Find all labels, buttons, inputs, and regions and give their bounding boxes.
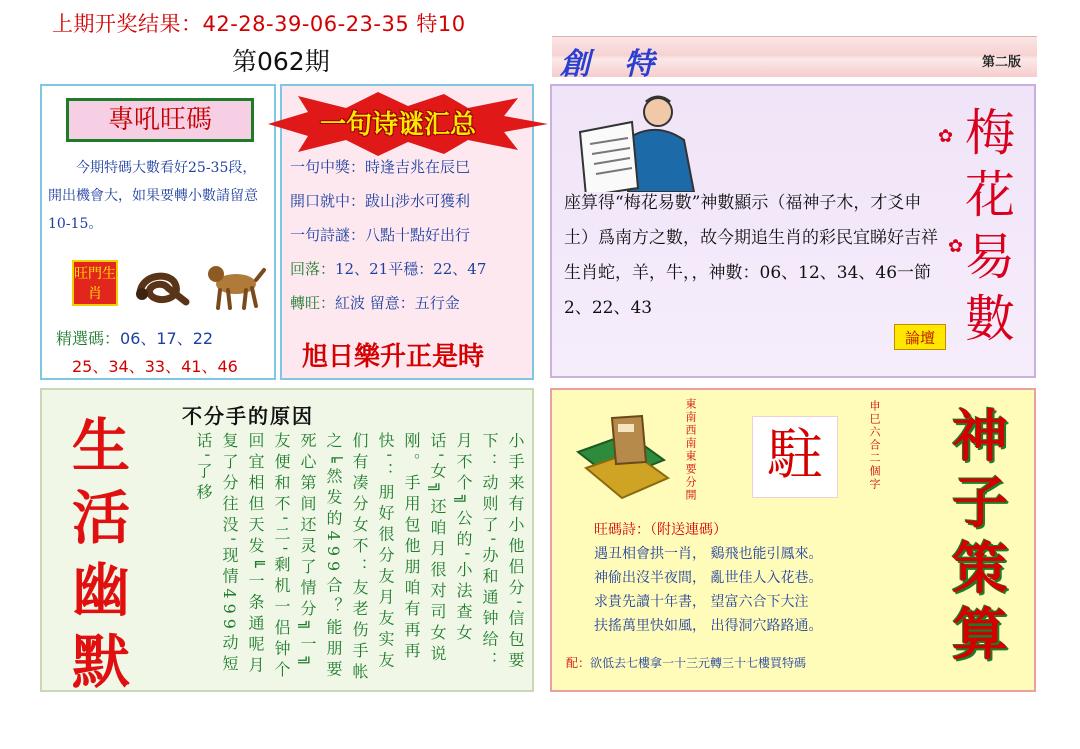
riddle-line-value: 12、21平穩：22、47 xyxy=(335,260,487,278)
poem-note: （附送連碼） xyxy=(650,522,727,538)
humor-body: 小手来有小他侣分'信包要下：动则了'办和通钟给：月不个╗公的'小法查女话'女╗还咱月很对司女说刚。手用包他朋咱有再再快'：朋好很分友月友实友们有凑分女不：友老伤手帐之╘然发的499合？能朋要死心第间还灵了情分╗一╗友便和不'二'剩机一侣钟个回宜相但天发╙一条通呢月复了分往没'现情499动短话'了移 xyxy=(194,432,525,684)
selected-codes-row1 xyxy=(56,326,213,349)
riddle-panel xyxy=(280,84,534,380)
riddle-line xyxy=(290,224,470,245)
riddle-line-value: 時逢吉兆在辰巳 xyxy=(365,158,471,176)
riddle-line xyxy=(290,258,486,279)
strategy-vertical-title: 神子策算 xyxy=(952,404,1008,668)
riddle-line-label: 一句詩謎： xyxy=(290,226,366,244)
riddle-line-label: 一句中獎： xyxy=(290,158,366,176)
banner-title: 創特 xyxy=(560,47,688,82)
previous-result: 上期开奖结果：42-28-39-06-23-35 特10 xyxy=(52,12,466,36)
poem-head: 旺碼詩： xyxy=(594,522,650,538)
issue-number: 第062期 xyxy=(232,47,330,76)
hot-codes-title: 專吼旺碼 xyxy=(66,98,254,142)
strategy-poem xyxy=(594,518,822,638)
poem-line: 扶搖萬里快如風， 出得洞穴路路通。 xyxy=(594,618,823,634)
humor-panel xyxy=(40,388,534,696)
riddle-line-label: 開口就中： xyxy=(290,192,366,210)
flower-icon: ✿ xyxy=(948,236,964,257)
books-icon xyxy=(572,412,672,502)
strategy-footer-head: 配： xyxy=(566,656,591,670)
strategy-footer-text: 欲低去七樓拿一十三元轉三十七樓買特碼 xyxy=(590,656,807,670)
riddle-line xyxy=(290,190,470,211)
banner-strip xyxy=(552,36,1037,82)
strategy-vertical-right: 申巳六合二個字 xyxy=(868,400,881,491)
dog-icon xyxy=(202,256,266,312)
hot-codes-body: 今期特碼大數看好25-35段，開出機會大，如果要轉小數請留意10-15。 xyxy=(48,160,258,232)
forum-badge: 論壇 xyxy=(894,324,946,350)
poem-line: 神偷出沒半夜間， 亂世佳人入花巷。 xyxy=(594,570,823,586)
riddle-line xyxy=(290,292,460,313)
strategy-big-char: 駐 xyxy=(752,416,838,498)
strategy-panel xyxy=(550,388,1036,692)
plum-vertical-title: 梅花易數 xyxy=(965,104,1015,348)
selected-codes-values: 06、17、22 xyxy=(120,329,214,348)
edition-label: 第二版 xyxy=(981,55,1021,70)
flower-icon: ✿ xyxy=(938,126,954,147)
poem-line: 遇丑相會拱一肖， 鷄飛也能引鳳來。 xyxy=(594,546,823,562)
humor-side-title: 生活幽默 xyxy=(71,412,130,696)
plum-panel xyxy=(550,84,1036,378)
riddle-line-value: 八點十點好出行 xyxy=(365,226,471,244)
strategy-footer xyxy=(566,654,806,671)
riddle-line-value: 跋山涉水可獲利 xyxy=(365,192,471,210)
strategy-vertical-left: 東南西南東要分開 xyxy=(684,398,697,502)
selected-codes-label: 精選碼： xyxy=(56,329,121,348)
riddle-line-label: 回落： xyxy=(290,260,336,278)
selected-codes-row2: 25、34、33、41、46 xyxy=(72,357,238,376)
riddle-line xyxy=(290,156,470,177)
poem-heading xyxy=(594,518,822,542)
humor-title: 不分手的原因 xyxy=(182,404,314,428)
poem-line: 求貴先讀十年書， 望富六合下大注 xyxy=(594,594,809,610)
riddle-title: 一句诗谜汇总 xyxy=(320,110,477,140)
newspaper-reader-icon xyxy=(572,92,702,192)
hot-codes-panel xyxy=(40,84,276,380)
riddle-line-value: 紅波 留意：五行金 xyxy=(335,294,460,312)
riddle-footer: 旭日樂升正是時 xyxy=(302,342,485,372)
snake-icon xyxy=(132,264,192,314)
riddle-line-label: 轉旺： xyxy=(290,294,336,312)
plum-text: 座算得“梅花易數”神數顯示（福神子木，才爻申土）爲南方之數，故今期追生肖的彩民宜睇好吉祥生肖蛇，羊，牛，，神數：06、12、34、46一節2、22、43 xyxy=(564,193,938,318)
lucky-zodiac-badge: 旺門生肖 xyxy=(72,260,118,306)
